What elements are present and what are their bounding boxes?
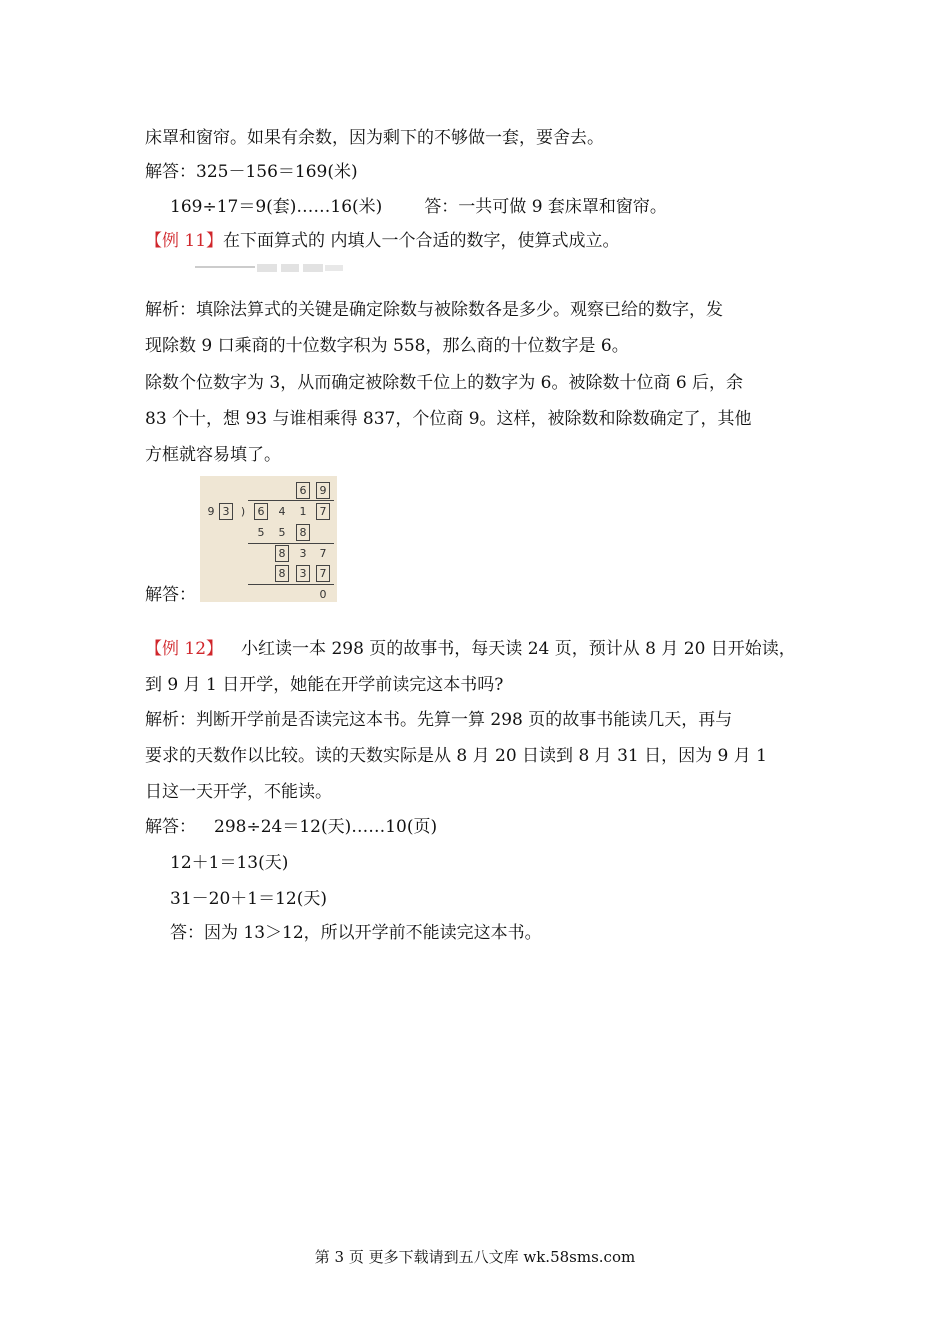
solution-line-3: 31－20＋1＝12(天) — [170, 889, 327, 909]
faint-equation-image — [195, 262, 345, 276]
product-digit: 7 — [316, 565, 330, 582]
analysis-line-4: 83 个十，想 93 与谁相乘得 837，个位商 9。这样，被除数和除数确定了，其他 — [145, 409, 752, 429]
quotient-digit: 6 — [296, 482, 310, 499]
dividend-digit: 7 — [316, 503, 330, 520]
product-digit: 5 — [278, 526, 286, 539]
solution-line-4: 答：因为 13＞12，所以开学前不能读完这本书。 — [170, 923, 542, 943]
solution-line-2: 12＋1＝13(天) — [170, 853, 289, 873]
text-line-3 — [170, 195, 667, 219]
analysis-12-line-2: 要求的天数作以比较。读的天数实际是从 8 月 20 日读到 8 月 31 日，因为 9 月 1 — [145, 746, 767, 766]
subtraction-line — [248, 543, 334, 544]
analysis-12-line-3: 日这一天开学，不能读。 — [145, 782, 332, 802]
page-footer: 第 3 页 更多下载请到五八文库 wk.58sms.com — [314, 1248, 636, 1266]
analysis-line-3: 除数个位数字为 3，从而确定被除数千位上的数字为 6。被除数十位商 6 后，余 — [145, 373, 744, 393]
final-remainder: 0 — [319, 588, 327, 601]
example-12-line — [145, 637, 796, 661]
remainder-digit: 3 — [299, 547, 307, 560]
answer-sets: 答：一共可做 9 套床罩和窗帘。 — [424, 197, 667, 217]
product-digit: 8 — [296, 524, 310, 541]
example-11-line — [145, 229, 619, 253]
quotient-digit: 9 — [316, 482, 330, 499]
product-digit: 8 — [275, 565, 289, 582]
division-bar — [248, 500, 334, 501]
divisor-digit: 9 — [207, 505, 215, 518]
calc-169: 169÷17＝9(套)……16(米) — [170, 197, 383, 217]
solution-line-1 — [145, 815, 437, 839]
text-line-1: 床罩和窗帘。如果有余数，因为剩下的不够做一套，要舍去。 — [145, 128, 604, 148]
example-12-text: 小红读一本 298 页的故事书，每天读 24 页，预计从 8 月 20 日开始读， — [241, 639, 796, 659]
analysis-line-2: 现除数 9 口乘商的十位数字积为 558，那么商的十位数字是 6。 — [145, 336, 629, 356]
long-division-figure — [200, 476, 337, 602]
example-11-tag: 【例 11】 — [145, 231, 224, 251]
solution-label: 解答： — [145, 817, 196, 837]
dividend-digit: 4 — [278, 505, 286, 518]
subtraction-line — [248, 584, 334, 585]
divisor-digit: 3 — [219, 503, 233, 520]
dividend-digit: 6 — [254, 503, 268, 520]
dividend-digit: 1 — [299, 505, 307, 518]
product-digit: 3 — [296, 565, 310, 582]
question-line-2: 到 9 月 1 日开学，她能在开学前读完这本书吗? — [145, 675, 504, 695]
product-digit: 5 — [257, 526, 265, 539]
division-bracket: ) — [240, 505, 246, 518]
example-11-text: 在下面算式的 内填人一个合适的数字，使算式成立。 — [223, 231, 620, 251]
example-12-tag: 【例 12】 — [145, 639, 224, 659]
calc-298: 298÷24＝12(天)……10(页) — [214, 817, 438, 837]
remainder-digit: 8 — [275, 545, 289, 562]
analysis-line-5: 方框就容易填了。 — [145, 445, 281, 465]
analysis-12-line-1: 解析：判断开学前是否读完这本书。先算一算 298 页的故事书能读几天，再与 — [145, 710, 733, 730]
answer-11-label: 解答： — [145, 585, 196, 605]
remainder-digit: 7 — [319, 547, 327, 560]
analysis-line-1: 解析：填除法算式的关键是确定除数与被除数各是多少。观察已给的数字，发 — [145, 300, 723, 320]
text-line-2: 解答：325－156＝169(米) — [145, 162, 358, 182]
